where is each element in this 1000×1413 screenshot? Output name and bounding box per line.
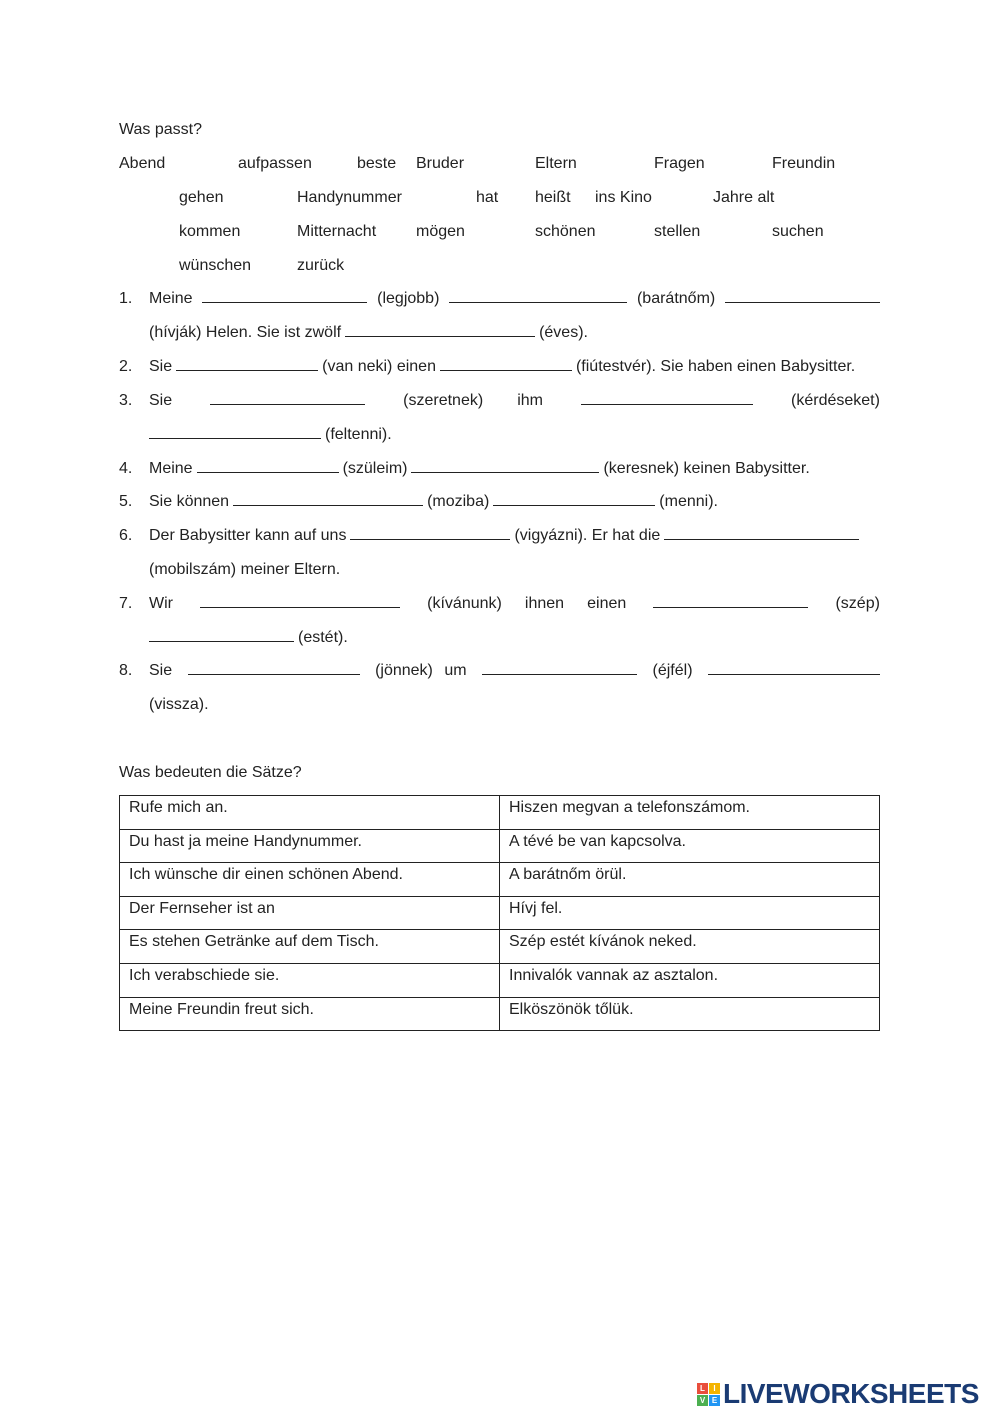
blank-input[interactable] bbox=[202, 290, 367, 303]
word-bank-item: Handynummer bbox=[297, 189, 402, 206]
exercise-4-line-1 bbox=[149, 460, 880, 478]
logo-cube: I bbox=[709, 1383, 720, 1394]
blank-input[interactable] bbox=[708, 662, 880, 675]
german-sentence-cell[interactable]: Du hast ja meine Handynummer. bbox=[120, 829, 500, 863]
blank-input[interactable] bbox=[449, 290, 627, 303]
exercise-8-line-2 bbox=[149, 696, 880, 714]
exercise-7-line-1 bbox=[149, 595, 880, 613]
word-bank-item: zurück bbox=[297, 257, 345, 274]
section-title-was-passt: Was passt? bbox=[119, 121, 202, 138]
section-title-was-bedeuten: Was bedeuten die Sätze? bbox=[119, 764, 302, 781]
word-bank-item: hat bbox=[476, 189, 499, 206]
word-bank-item: Freundin bbox=[772, 155, 836, 172]
blank-input[interactable] bbox=[664, 527, 859, 540]
exercise-text: (estét). bbox=[298, 629, 348, 646]
word-bank-item: Mitternacht bbox=[297, 223, 377, 240]
logo-text: LIVEWORKSHEETS bbox=[723, 1378, 979, 1409]
exercise-number: 3. bbox=[119, 392, 133, 409]
exercise-5-line-1 bbox=[149, 493, 880, 511]
exercise-number: 4. bbox=[119, 460, 133, 477]
exercise-text: Sie bbox=[149, 392, 173, 409]
exercise-number: 2. bbox=[119, 358, 133, 375]
exercise-8-line-1 bbox=[149, 662, 880, 680]
exercise-text: (keresnek) keinen Babysitter. bbox=[603, 460, 810, 477]
german-sentence-cell[interactable]: Ich wünsche dir einen schönen Abend. bbox=[120, 863, 500, 897]
blank-input[interactable] bbox=[581, 392, 753, 405]
exercise-number: 5. bbox=[119, 493, 133, 510]
matching-table bbox=[119, 795, 880, 1031]
word-bank-item: Abend bbox=[119, 155, 166, 172]
word-bank-item: Eltern bbox=[535, 155, 577, 172]
exercise-text: Meine bbox=[149, 460, 193, 477]
blank-input[interactable] bbox=[176, 358, 318, 371]
blank-input[interactable] bbox=[200, 595, 400, 608]
hungarian-sentence-cell[interactable]: Elköszönök tőlük. bbox=[500, 997, 880, 1031]
word-bank-item: beste bbox=[357, 155, 397, 172]
blank-input[interactable] bbox=[233, 493, 423, 506]
hungarian-sentence-cell[interactable]: A tévé be van kapcsolva. bbox=[500, 829, 880, 863]
exercise-number: 6. bbox=[119, 527, 133, 544]
exercise-text: Sie können bbox=[149, 493, 230, 510]
german-sentence-cell[interactable]: Meine Freundin freut sich. bbox=[120, 997, 500, 1031]
exercise-text: (van neki) einen bbox=[322, 358, 436, 375]
german-sentence-cell[interactable]: Rufe mich an. bbox=[120, 796, 500, 830]
exercise-text: ihm bbox=[517, 392, 543, 409]
word-bank-item: ins Kino bbox=[595, 189, 652, 206]
table-row bbox=[120, 963, 880, 997]
logo-cube: E bbox=[709, 1395, 720, 1406]
exercise-7-line-2 bbox=[149, 629, 880, 647]
liveworksheets-logo[interactable] bbox=[697, 1378, 979, 1410]
word-bank-item: schönen bbox=[535, 223, 596, 240]
blank-input[interactable] bbox=[725, 290, 880, 303]
exercise-text: (szüleim) bbox=[342, 460, 408, 477]
word-bank-item: Jahre alt bbox=[713, 189, 775, 206]
blank-input[interactable] bbox=[345, 324, 535, 337]
hungarian-sentence-cell[interactable]: Hiszen megvan a telefonszámom. bbox=[500, 796, 880, 830]
exercise-text: ihnen bbox=[524, 595, 565, 612]
word-bank-item: heißt bbox=[535, 189, 571, 206]
exercise-text: (jönnek) bbox=[375, 662, 433, 679]
exercise-3-line-1 bbox=[149, 392, 880, 410]
german-sentence-cell[interactable]: Der Fernseher ist an bbox=[120, 896, 500, 930]
blank-input[interactable] bbox=[210, 392, 365, 405]
logo-cube: L bbox=[697, 1383, 708, 1394]
exercise-1-line-1 bbox=[149, 290, 880, 308]
exercise-text: Sie bbox=[149, 662, 173, 679]
exercise-3-line-2 bbox=[149, 426, 880, 444]
exercise-text: einen bbox=[587, 595, 627, 612]
table-row bbox=[120, 796, 880, 830]
exercise-6-line-1 bbox=[149, 527, 880, 545]
exercise-1-line-2 bbox=[149, 324, 880, 342]
word-bank-item: mögen bbox=[416, 223, 465, 240]
german-sentence-cell[interactable]: Es stehen Getränke auf dem Tisch. bbox=[120, 930, 500, 964]
exercise-text: (hívják) Helen. Sie ist zwölf bbox=[149, 324, 342, 341]
hungarian-sentence-cell[interactable]: Szép estét kívánok neked. bbox=[500, 930, 880, 964]
hungarian-sentence-cell[interactable]: Hívj fel. bbox=[500, 896, 880, 930]
word-bank-item: stellen bbox=[654, 223, 701, 240]
exercise-text: (vissza). bbox=[149, 696, 209, 713]
exercise-number: 7. bbox=[119, 595, 133, 612]
exercise-text: Wir bbox=[149, 595, 173, 612]
blank-input[interactable] bbox=[197, 460, 339, 473]
exercise-6-line-2 bbox=[149, 561, 880, 579]
exercise-text: (éjfél) bbox=[652, 662, 693, 679]
word-bank-item: wünschen bbox=[179, 257, 252, 274]
exercise-text: (feltenni). bbox=[325, 426, 392, 443]
logo-cubes-icon bbox=[697, 1383, 720, 1406]
word-bank-item: suchen bbox=[772, 223, 824, 240]
word-bank-item: kommen bbox=[179, 223, 241, 240]
exercise-text: (mobilszám) meiner Eltern. bbox=[149, 561, 341, 578]
blank-input[interactable] bbox=[411, 460, 599, 473]
blank-input[interactable] bbox=[350, 527, 510, 540]
exercise-text: (menni). bbox=[659, 493, 718, 510]
table-row bbox=[120, 997, 880, 1031]
hungarian-sentence-cell[interactable]: Innivalók vannak az asztalon. bbox=[500, 963, 880, 997]
blank-input[interactable] bbox=[493, 493, 655, 506]
exercise-text: (vigyázni). Er hat die bbox=[514, 527, 661, 544]
exercise-text: (moziba) bbox=[427, 493, 490, 510]
blank-input[interactable] bbox=[482, 662, 637, 675]
exercise-number: 1. bbox=[119, 290, 133, 307]
german-sentence-cell[interactable]: Ich verabschiede sie. bbox=[120, 963, 500, 997]
exercise-text: (szép) bbox=[835, 595, 880, 612]
table-row bbox=[120, 829, 880, 863]
blank-input[interactable] bbox=[440, 358, 572, 371]
table-row bbox=[120, 896, 880, 930]
exercise-text: Der Babysitter kann auf uns bbox=[149, 527, 347, 544]
word-bank-item: Bruder bbox=[416, 155, 465, 172]
exercise-text: Sie bbox=[149, 358, 173, 375]
table-row bbox=[120, 863, 880, 897]
blank-input[interactable] bbox=[149, 629, 294, 642]
blank-input[interactable] bbox=[188, 662, 360, 675]
blank-input[interactable] bbox=[653, 595, 808, 608]
blank-input[interactable] bbox=[149, 426, 321, 439]
exercise-text: (fiútestvér). Sie haben einen Babysitter. bbox=[575, 358, 856, 375]
exercise-2-line-1 bbox=[149, 358, 880, 376]
exercise-number: 8. bbox=[119, 662, 133, 679]
word-bank-item: Fragen bbox=[654, 155, 705, 172]
exercise-text: Meine bbox=[149, 290, 193, 307]
table-row bbox=[120, 930, 880, 964]
exercise-text: um bbox=[444, 662, 467, 679]
exercise-text: (kérdéseket) bbox=[791, 392, 880, 409]
word-bank-item: aufpassen bbox=[238, 155, 312, 172]
exercise-text: (éves). bbox=[539, 324, 588, 341]
exercise-text: (szeretnek) bbox=[403, 392, 484, 409]
word-bank-item: gehen bbox=[179, 189, 224, 206]
exercise-text: (barátnőm) bbox=[636, 290, 716, 307]
hungarian-sentence-cell[interactable]: A barátnőm örül. bbox=[500, 863, 880, 897]
exercise-text: (kívánunk) bbox=[427, 595, 502, 612]
exercise-text: (legjobb) bbox=[377, 290, 440, 307]
logo-cube: V bbox=[697, 1395, 708, 1406]
